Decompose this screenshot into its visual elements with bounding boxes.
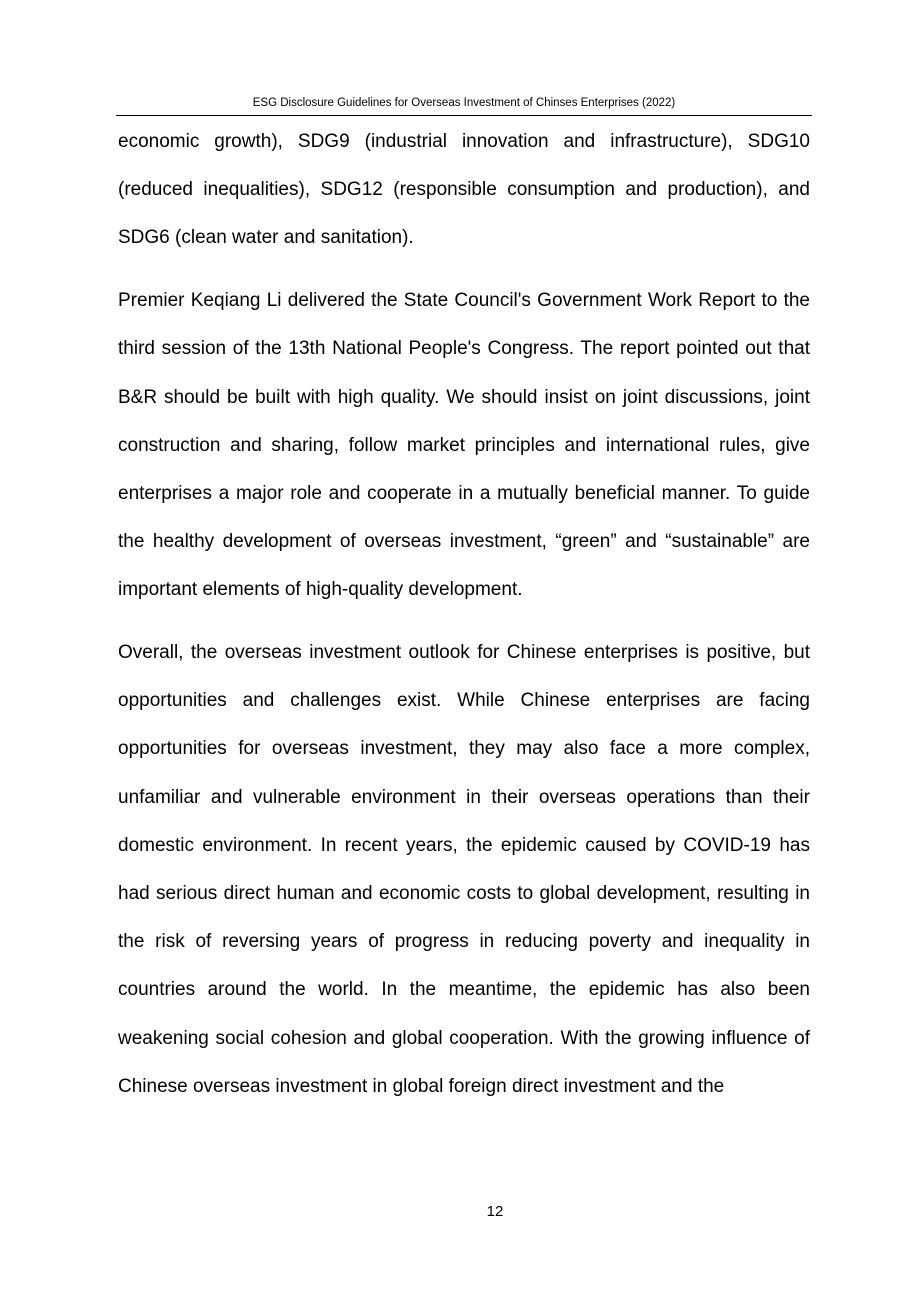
running-header: ESG Disclosure Guidelines for Overseas Investment of Chinses Enterprises (2022) — [252, 97, 676, 109]
paragraph-government-work-report: Premier Keqiang Li delivered the State Council's Government Work Report to the third session of the 13th National People's Congress. The report pointed out that B&R should be built with high quality. We should insist on joint discussions, joint construction and sharing, follow market principles and international rules, give enterprises a major role and cooperate in a mutually beneficial manner. To guide the healthy development of overseas investment, “green” and “sustainable” are important elements of high-quality development. — [118, 290, 810, 601]
page-number: 12 — [486, 1203, 504, 1220]
paragraph-sdg-list: economic growth), SDG9 (industrial innovation and infrastructure), SDG10 (reduced inequalities), SDG12 (responsible consumption and production), and SDG6 (clean water and sanitation). — [118, 131, 810, 249]
body-text — [118, 118, 810, 1126]
paragraph-investment-outlook: Overall, the overseas investment outlook for Chinese enterprises is positive, but opportunities and challenges exist. While Chinese enterprises are facing opportunities for overseas investment, they may also face a more complex, unfamiliar and vulnerable environment in their overseas operations than their domestic environment. In recent years, the epidemic caused by COVID-19 has had serious direct human and economic costs to global development, resulting in the risk of reversing years of progress in reducing poverty and inequality in countries around the world. In the meantime, the epidemic has also been weakening social cohesion and global cooperation. With the growing influence of Chinese overseas investment in global foreign direct investment and the — [118, 642, 810, 1097]
header-divider — [116, 115, 812, 116]
